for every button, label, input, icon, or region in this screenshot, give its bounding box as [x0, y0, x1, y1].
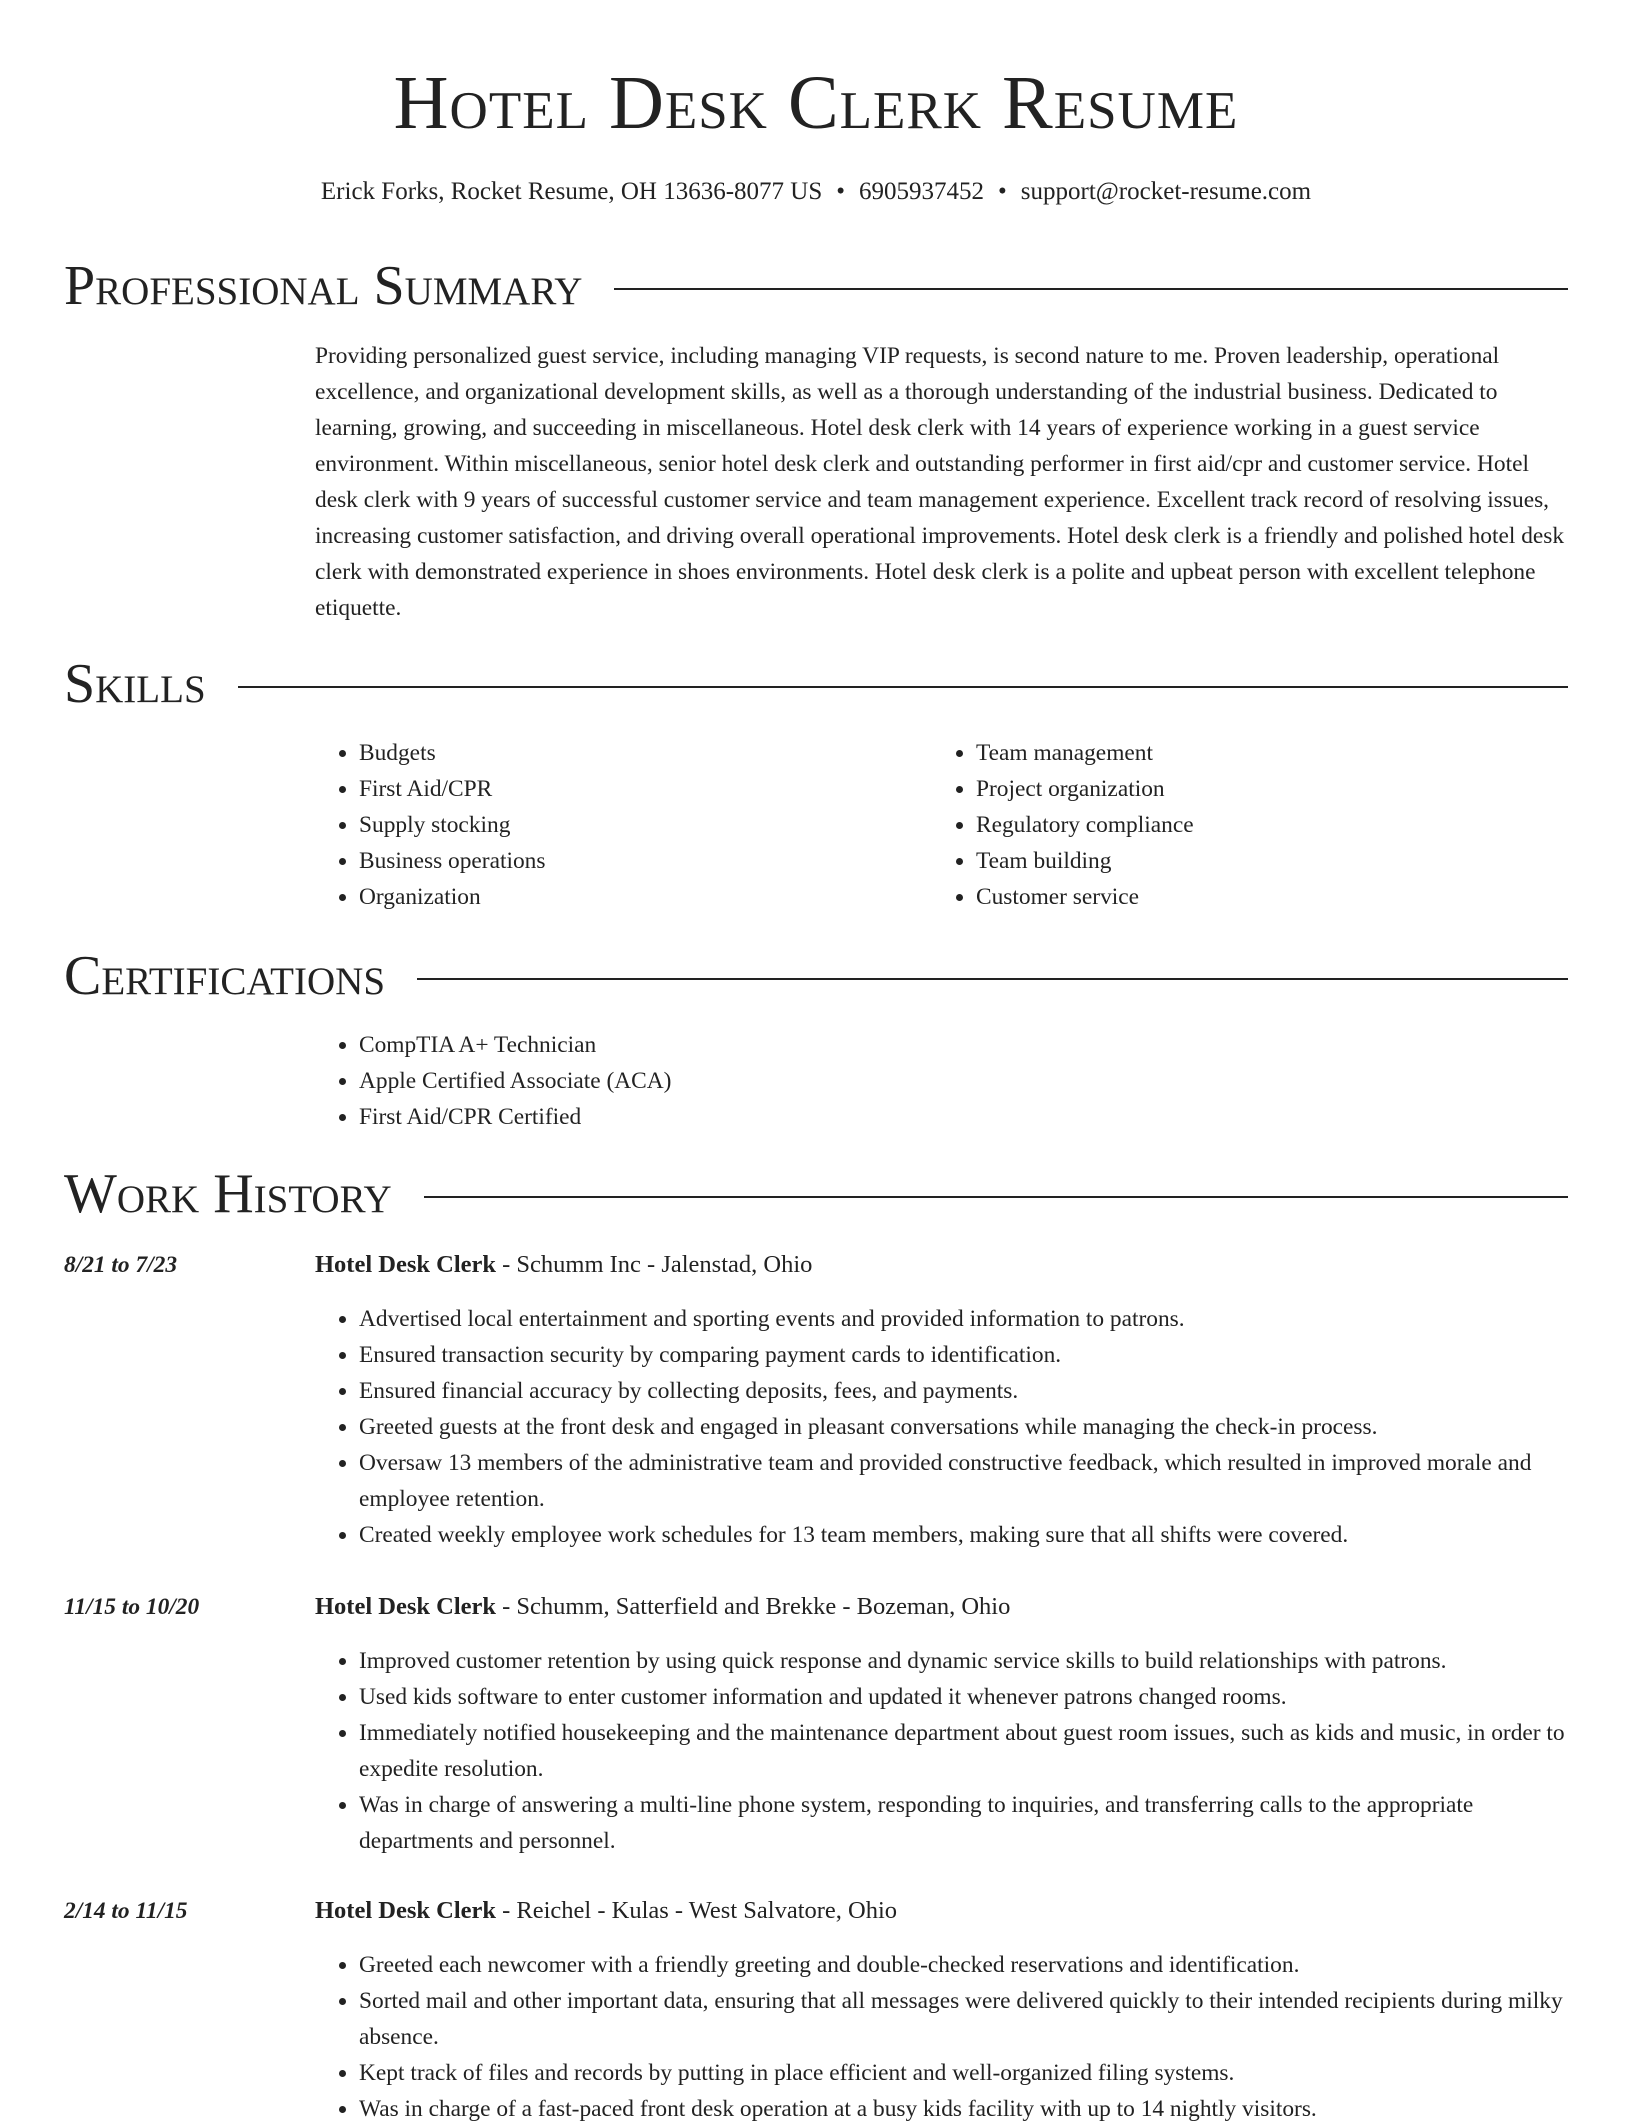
- job-entry: [315, 1893, 1568, 2127]
- work-history-section-header: [64, 1162, 1568, 1226]
- job-bullet: • Greeted guests at the front desk and engaged in pleasant conversations while managing the check-in process.: [359, 1409, 1568, 1445]
- job-bullet: • Was in charge of answering a multi-line phone system, responding to inquiries, and transferring calls to the appropriate departments and personnel.: [359, 1787, 1568, 1859]
- skill-item: • Team management: [976, 735, 1549, 771]
- job-dates: 11/15 to 10/20: [64, 1594, 200, 1620]
- job-title-line: [315, 1247, 1568, 1283]
- job-title-line: [315, 1589, 1568, 1625]
- job-entry: [315, 1247, 1568, 1553]
- section-divider: [424, 1196, 1568, 1198]
- job-bullet: • Immediately notified housekeeping and the maintenance department about guest room issues, such as kids and music, in order to expedite resolution.: [359, 1715, 1568, 1787]
- skill-item: • Customer service: [976, 879, 1549, 915]
- certifications-section-header: [64, 944, 1568, 1008]
- job-bullet: • Kept track of files and records by putting in place efficient and well-organized filing systems.: [359, 2055, 1568, 2091]
- skills-column-right: [932, 735, 1549, 915]
- skill-item: • Budgets: [359, 735, 932, 771]
- summary-text: Providing personalized guest service, including managing VIP requests, is second nature to me. Proven leadership, operational excellence, and organizational development skills, as well as a thorough understanding of the industrial business. Dedicated to learning, growing, and succeeding in miscellaneous. Hotel desk clerk with 14 years of experience working in a guest service environment. Within miscellaneous, senior hotel desk clerk and outstanding performer in first aid/cpr and customer service. Hotel desk clerk with 9 years of successful customer service and team management experience. Excellent track record of resolving issues, increasing customer satisfaction, and driving overall operational improvements. Hotel desk clerk is a friendly and polished hotel desk clerk with demonstrated experience in shoes environments. Hotel desk clerk is a polite and upbeat person with excellent telephone etiquette.: [315, 343, 1565, 621]
- skills-block: [315, 735, 1568, 915]
- certification-item: • CompTIA A+ Technician: [359, 1027, 1568, 1063]
- job-entry: [315, 1589, 1568, 1859]
- job-dates: 8/21 to 7/23: [64, 1252, 178, 1278]
- section-divider: [614, 288, 1568, 290]
- contact-email: support@rocket-resume.com: [1020, 178, 1312, 205]
- job-title-line: [315, 1893, 1568, 1929]
- skills-heading: Skills: [64, 653, 206, 715]
- certification-item: • Apple Certified Associate (ACA): [359, 1063, 1568, 1099]
- skill-item: • Organization: [359, 879, 932, 915]
- skill-item: • Business operations: [359, 843, 932, 879]
- job-bullet: • Improved customer retention by using quick response and dynamic service skills to build relationships with patrons.: [359, 1643, 1568, 1679]
- skill-item: • Regulatory compliance: [976, 807, 1549, 843]
- skill-item: • Team building: [976, 843, 1549, 879]
- work-history-heading: Work History: [64, 1163, 392, 1225]
- section-divider: [417, 978, 1568, 980]
- skill-item: • First Aid/CPR: [359, 771, 932, 807]
- job-bullet: • Ensured financial accuracy by collecting deposits, fees, and payments.: [359, 1373, 1568, 1409]
- summary-heading: Professional Summary: [64, 255, 583, 317]
- contact-address: Erick Forks, Rocket Resume, OH 13636-8077 US: [320, 178, 823, 205]
- job-bullet: • Was in charge of a fast-paced front desk operation at a busy kids facility with up to 14 nightly visitors.: [359, 2091, 1568, 2127]
- job-bullet: • Used kids software to enter customer information and updated it whenever patrons changed rooms.: [359, 1679, 1568, 1715]
- contact-separator: •: [836, 178, 846, 205]
- skills-section-header: [64, 652, 1568, 716]
- job-bullet: • Sorted mail and other important data, ensuring that all messages were delivered quickly to their intended recipients during milky absence.: [359, 1983, 1568, 2055]
- certification-item: • First Aid/CPR Certified: [359, 1099, 1568, 1135]
- job-dates: 2/14 to 11/15: [64, 1898, 188, 1924]
- job-bullet: • Ensured transaction security by comparing payment cards to identification.: [359, 1337, 1568, 1373]
- job-employer: - Reichel - Kulas - West Salvatore, Ohio: [496, 1897, 898, 1924]
- certifications-block: [315, 1027, 1568, 1135]
- job-bullet: • Created weekly employee work schedules for 13 team members, making sure that all shifts were covered.: [359, 1517, 1568, 1553]
- summary-block: [315, 338, 1568, 626]
- job-title: Hotel Desk Clerk: [315, 1593, 496, 1620]
- job-employer: - Schumm, Satterfield and Brekke - Bozeman, Ohio: [496, 1593, 1011, 1620]
- contact-separator: •: [998, 178, 1007, 205]
- job-bullet: • Advertised local entertainment and sporting events and provided information to patrons.: [359, 1301, 1568, 1337]
- job-employer: - Schumm Inc - Jalenstad, Ohio: [496, 1251, 813, 1278]
- summary-section-header: [64, 254, 1568, 318]
- certifications-heading: Certifications: [64, 945, 386, 1007]
- contact-phone: 6905937452: [859, 178, 985, 205]
- contact-line: [0, 174, 1632, 210]
- resume-title: Hotel Desk Clerk Resume: [393, 61, 1239, 145]
- job-bullet: • Greeted each newcomer with a friendly greeting and double-checked reservations and identification.: [359, 1947, 1568, 1983]
- skill-item: • Supply stocking: [359, 807, 932, 843]
- job-title: Hotel Desk Clerk: [315, 1251, 496, 1278]
- skill-item: • Project organization: [976, 771, 1549, 807]
- skills-column-left: [315, 735, 932, 915]
- section-divider: [238, 686, 1568, 688]
- job-bullet: • Oversaw 13 members of the administrative team and provided constructive feedback, which resulted in improved morale and employee retention.: [359, 1445, 1568, 1517]
- job-title: Hotel Desk Clerk: [315, 1897, 496, 1924]
